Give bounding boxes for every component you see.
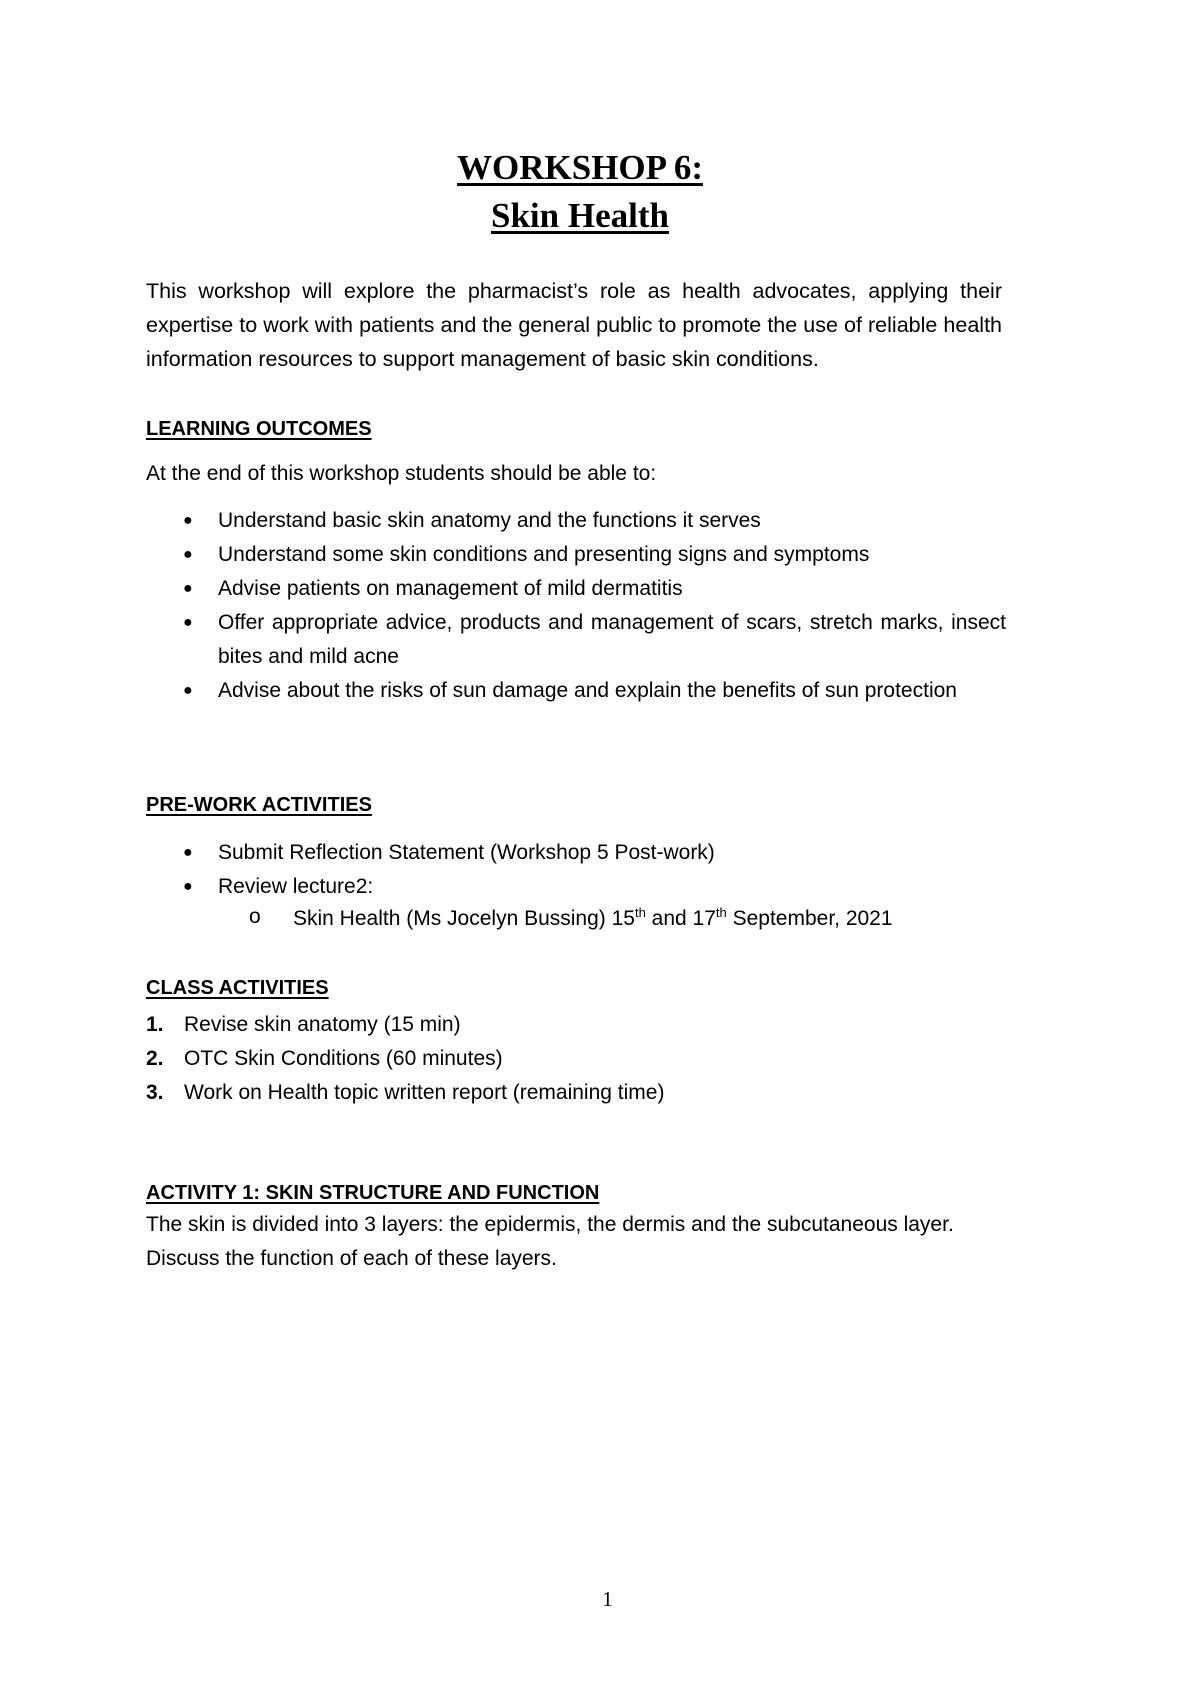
activity1-line1: The skin is divided into 3 layers: the epidermis, the dermis and the subcutaneous layer.	[146, 1213, 954, 1236]
intro-paragraph: This workshop will explore the pharmacist’s role as health advocates, applying their expertise to work with patients and the general public to promote the use of reliable health information resources to support management of basic skin conditions.	[146, 279, 1002, 371]
class-activities-list	[146, 1008, 664, 1110]
class-activities-heading: CLASS ACTIVITIES	[146, 977, 329, 999]
bullet-icon: ●	[183, 614, 193, 631]
page-number: 1	[602, 1587, 613, 1611]
list-item: ● Review lecture2:	[146, 870, 1006, 904]
list-item: ● Advise about the risks of sun damage and explain the benefits of sun protection	[146, 674, 1006, 708]
pre-work-heading: PRE-WORK ACTIVITIES	[146, 794, 372, 816]
bullet-icon: ●	[183, 844, 193, 861]
bullet-icon: ●	[183, 878, 193, 895]
activity1-heading: ACTIVITY 1: SKIN STRUCTURE AND FUNCTION	[146, 1182, 600, 1204]
list-item: 2. OTC Skin Conditions (60 minutes)	[146, 1047, 503, 1070]
list-item: ● Understand some skin conditions and presenting signs and symptoms	[146, 538, 1006, 572]
list-item: ● Offer appropriate advice, products and management of scars, stretch marks, insect bites and mild acne	[146, 606, 1006, 674]
list-item: 1. Revise skin anatomy (15 min)	[146, 1013, 461, 1036]
list-item: ● Understand basic skin anatomy and the functions it serves	[146, 504, 1006, 538]
learning-outcomes-heading: LEARNING OUTCOMES	[146, 418, 372, 440]
document-title: WORKSHOP 6:	[457, 148, 703, 187]
pre-work-list	[146, 836, 1006, 904]
pre-work-sub-item: o Skin Health (Ms Jocelyn Bussing) 15th and 17th September, 2021	[249, 905, 893, 930]
circle-bullet-icon: o	[249, 905, 261, 928]
learning-outcomes-list	[146, 504, 1006, 708]
bullet-icon: ●	[183, 682, 193, 699]
document-subtitle: Skin Health	[491, 196, 669, 235]
activity1-line2: Discuss the function of each of these layers.	[146, 1247, 557, 1270]
list-item: ● Submit Reflection Statement (Workshop 5 Post-work)	[146, 836, 1006, 870]
bullet-icon: ●	[183, 546, 193, 563]
bullet-icon: ●	[183, 580, 193, 597]
bullet-icon: ●	[183, 512, 193, 529]
learning-outcomes-lead: At the end of this workshop students should be able to:	[146, 462, 657, 485]
list-item: 3. Work on Health topic written report (remaining time)	[146, 1081, 665, 1104]
list-item: ● Advise patients on management of mild dermatitis	[146, 572, 1006, 606]
